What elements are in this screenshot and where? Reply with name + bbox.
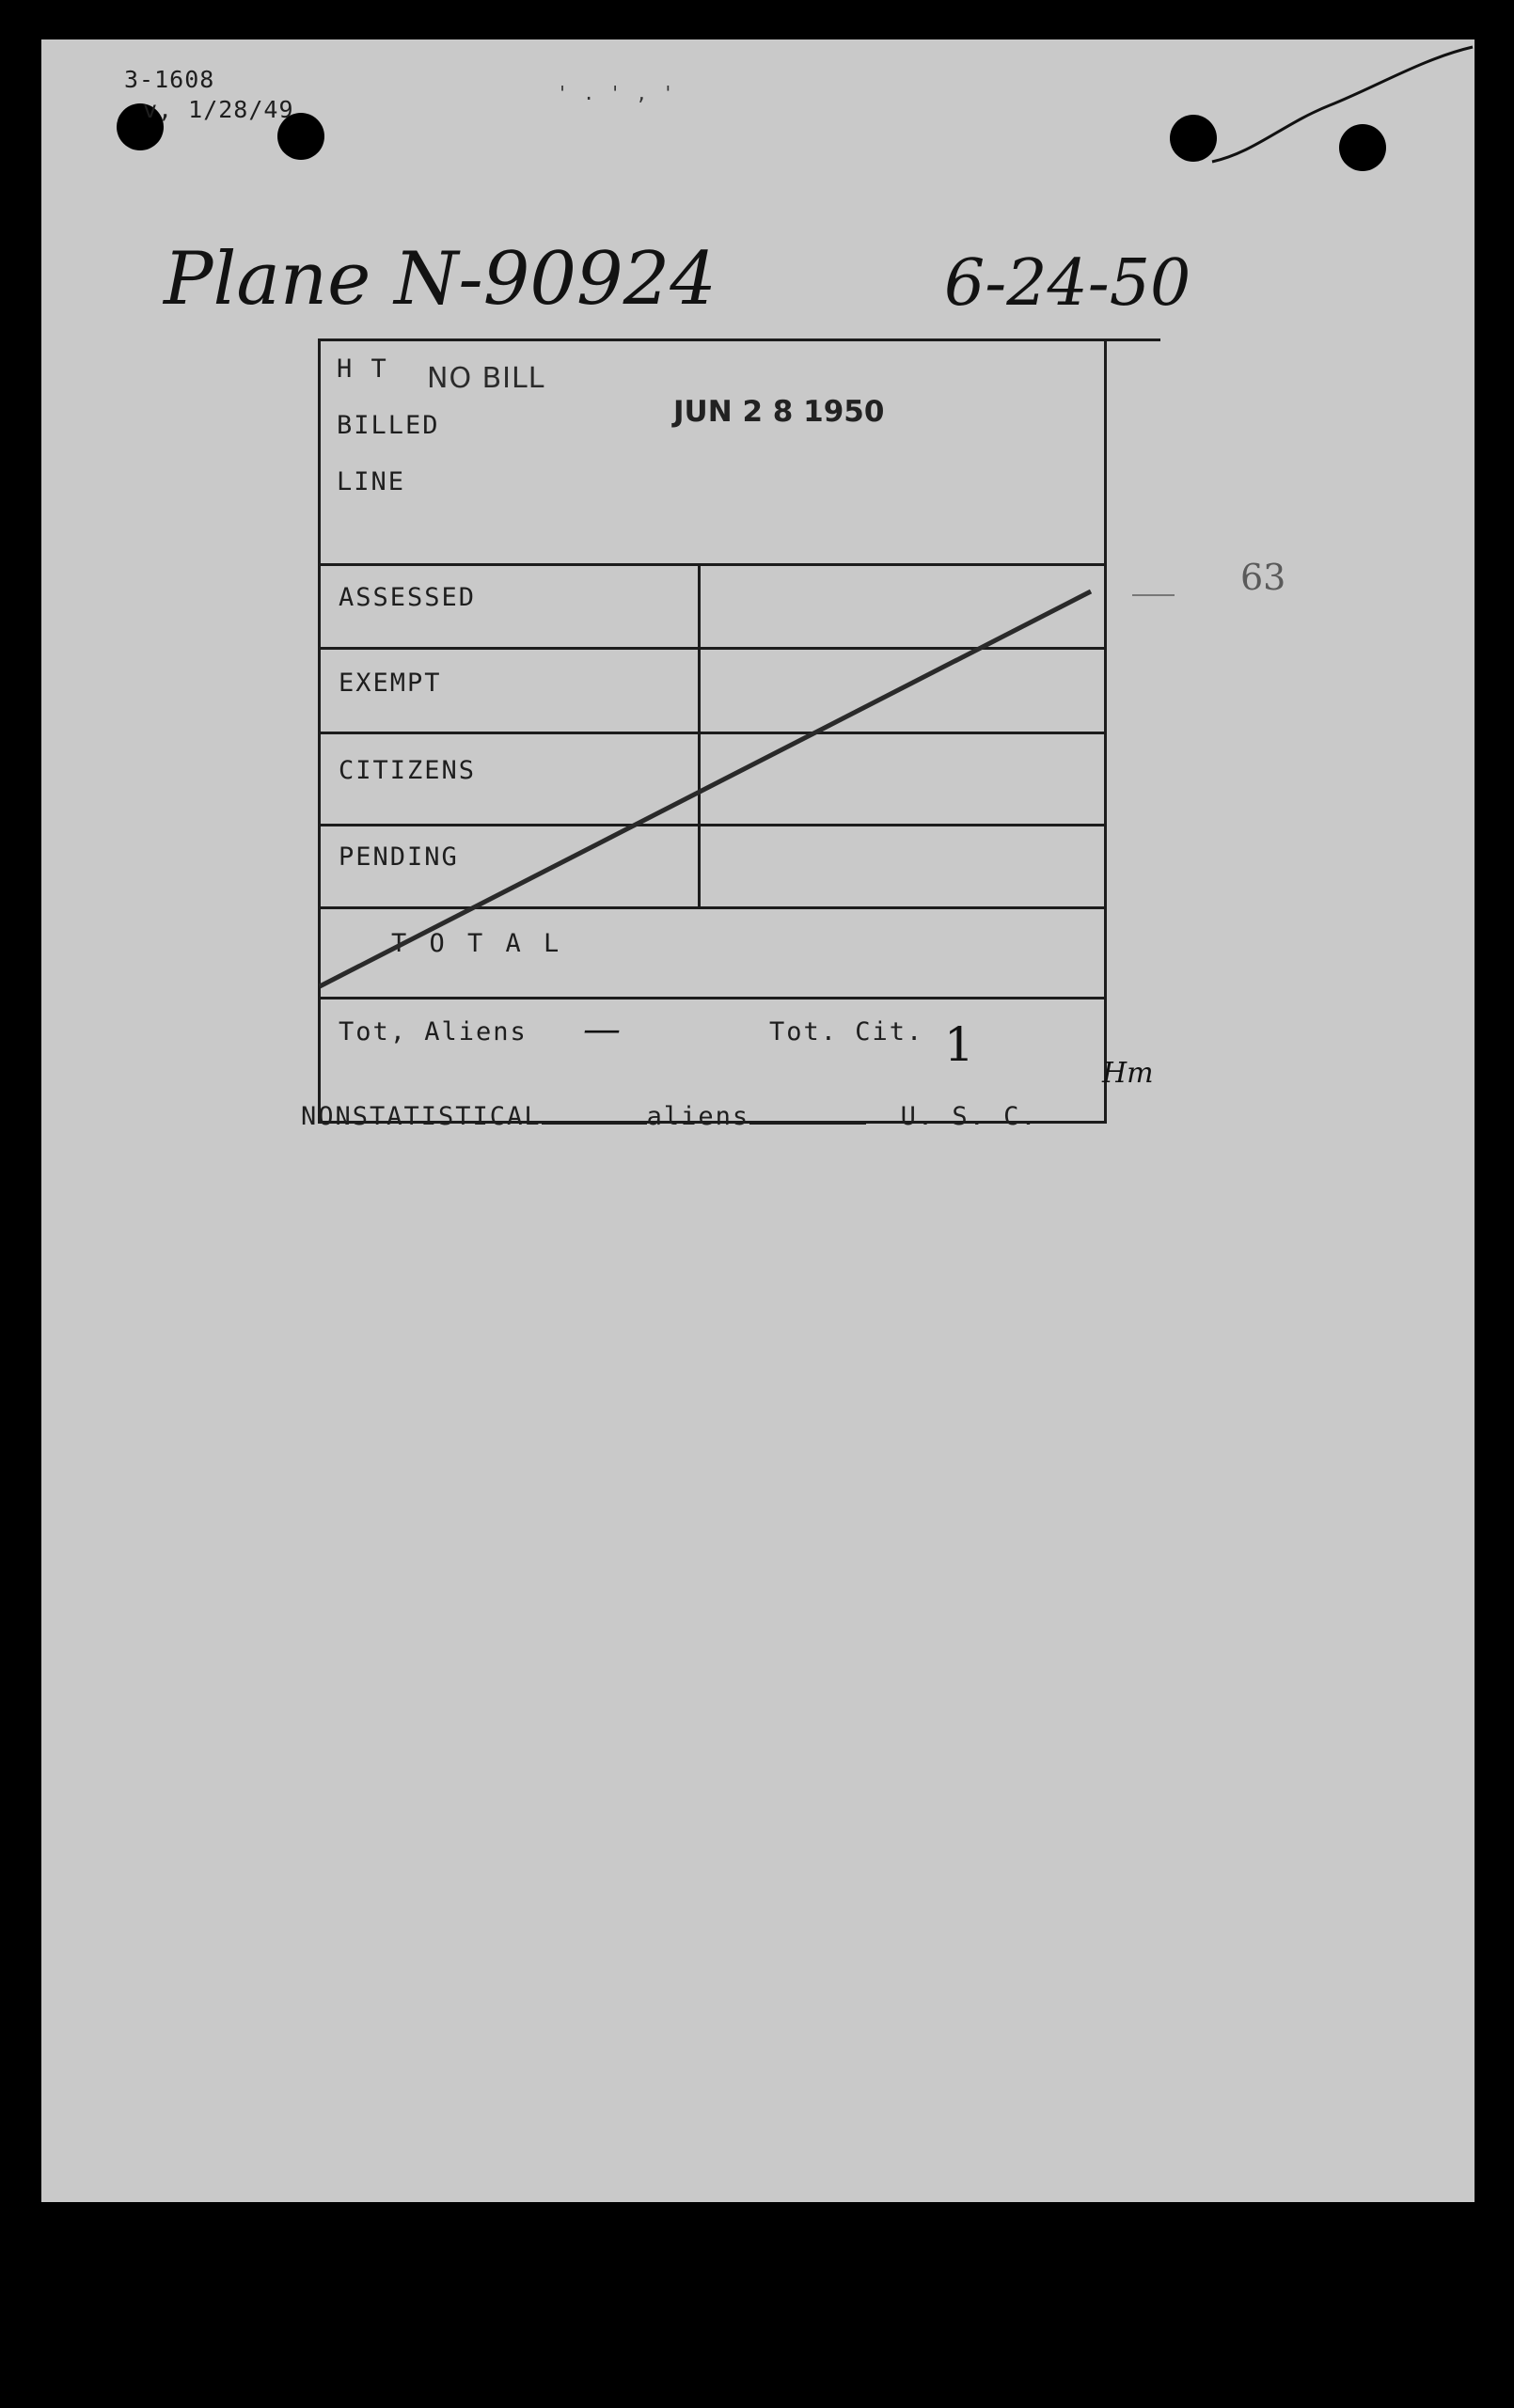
page-number-stamp: 63 (1240, 557, 1286, 598)
total-aliens-value: — (583, 1008, 621, 1051)
handwritten-date: 6-24-50 (944, 246, 1191, 321)
form-revision: v, 1/28/49 (143, 96, 294, 123)
initials: Hm (1102, 1057, 1154, 1090)
plane-number: Plane N-90924 (164, 237, 717, 322)
nonstatistical-blank (542, 1102, 647, 1125)
table-top-border (320, 338, 1160, 341)
row-label-pending: PENDING (339, 842, 459, 872)
row-label-assessed: ASSESSED (339, 583, 477, 612)
nonstatistical-line (301, 1102, 1038, 1131)
aliens-label: aliens (646, 1102, 750, 1131)
no-bill-stamp: NO BILL (427, 362, 545, 395)
header-ht: H T (337, 354, 388, 384)
aliens-blank (749, 1102, 866, 1125)
row-label-exempt: EXEMPT (339, 669, 442, 698)
total-label: T O T A L (391, 929, 563, 958)
row-label-citizens: CITIZENS (339, 756, 477, 785)
document-page (41, 39, 1475, 2202)
header-billed: BILLED (337, 411, 440, 440)
total-aliens-label: Tot, Aliens (339, 1017, 528, 1047)
total-cit-label: Tot. Cit. (769, 1017, 924, 1047)
check-mark (1198, 39, 1480, 181)
total-cit-value: 1 (944, 1017, 974, 1072)
top-marks: ' . ' , ' (557, 82, 676, 104)
date-stamp: JUN 2 8 1950 (673, 395, 885, 429)
cancel-line (318, 563, 1145, 1015)
header-line: LINE (337, 467, 406, 496)
form-number: 3-1608 (124, 66, 215, 93)
nonstatistical-label: NONSTATISTICAL (301, 1102, 542, 1131)
usc-label: U. S. C. (900, 1102, 1038, 1131)
